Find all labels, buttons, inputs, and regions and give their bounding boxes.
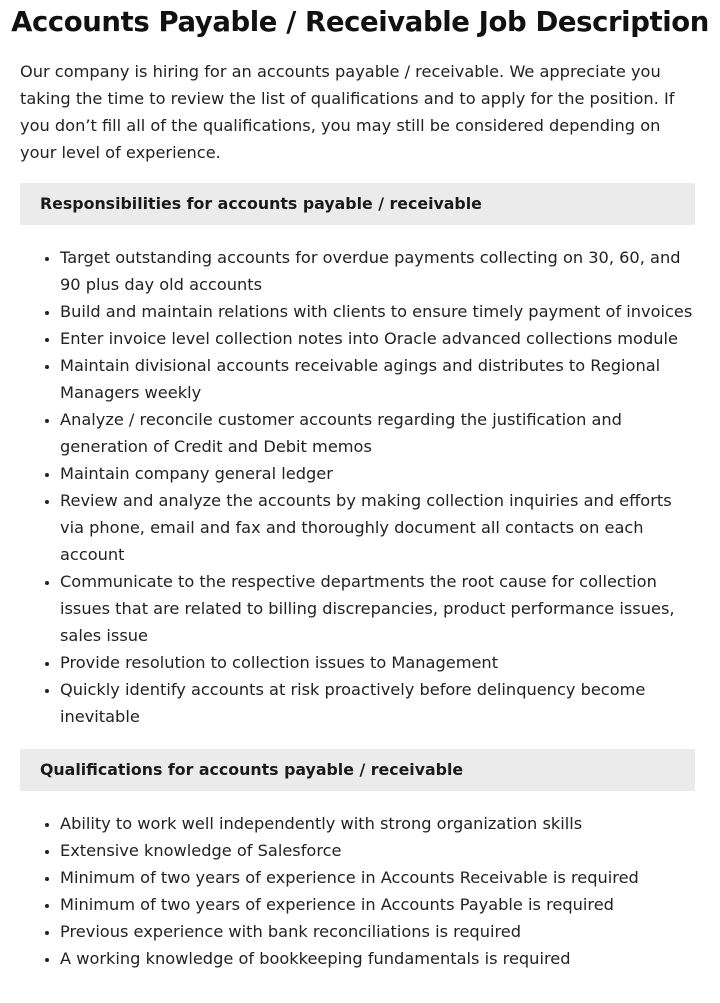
list-item: • Extensive knowledge of Salesforce [60,837,695,864]
list-item: • Enter invoice level collection notes into Oracle advanced collections module [60,325,695,352]
list-item: • Target outstanding accounts for overdue payments collecting on 30, 60, and 90 plus day old accounts [60,244,695,298]
page-title: Accounts Payable / Receivable Job Description [11,6,709,38]
responsibilities-list [20,244,695,730]
list-item: • Communicate to the respective departments the root cause for collection issues that are related to billing discrepancies, product performance issues, sales issue [60,568,695,649]
qualifications-heading: Qualifications for accounts payable / receivable [20,749,695,791]
list-item: • Maintain company general ledger [60,460,695,487]
list-item: • Ability to work well independently with strong organization skills [60,810,695,837]
list-item: • Minimum of two years of experience in Accounts Receivable is required [60,864,695,891]
qualifications-list [20,810,695,972]
list-item: • Provide resolution to collection issues to Management [60,649,695,676]
list-item: • A working knowledge of bookkeeping fundamentals is required [60,945,695,972]
list-item: • Maintain divisional accounts receivable agings and distributes to Regional Managers weekly [60,352,695,406]
list-item: • Minimum of two years of experience in Accounts Payable is required [60,891,695,918]
intro-paragraph: Our company is hiring for an accounts payable / receivable. We appreciate you taking the time to review the list of qualifications and to apply for the position. If you don’t fill all of the qualifications, you may still be considered depending on your level of experience. [20,62,675,162]
list-item: • Review and analyze the accounts by making collection inquiries and efforts via phone, email and fax and thoroughly document all contacts on each account [60,487,695,568]
list-item: • Analyze / reconcile customer accounts regarding the justification and generation of Credit and Debit memos [60,406,695,460]
list-item: • Previous experience with bank reconciliations is required [60,918,695,945]
list-item: • Quickly identify accounts at risk proactively before delinquency become inevitable [60,676,695,730]
list-item: • Build and maintain relations with clients to ensure timely payment of invoices [60,298,695,325]
responsibilities-heading: Responsibilities for accounts payable / receivable [20,183,695,225]
